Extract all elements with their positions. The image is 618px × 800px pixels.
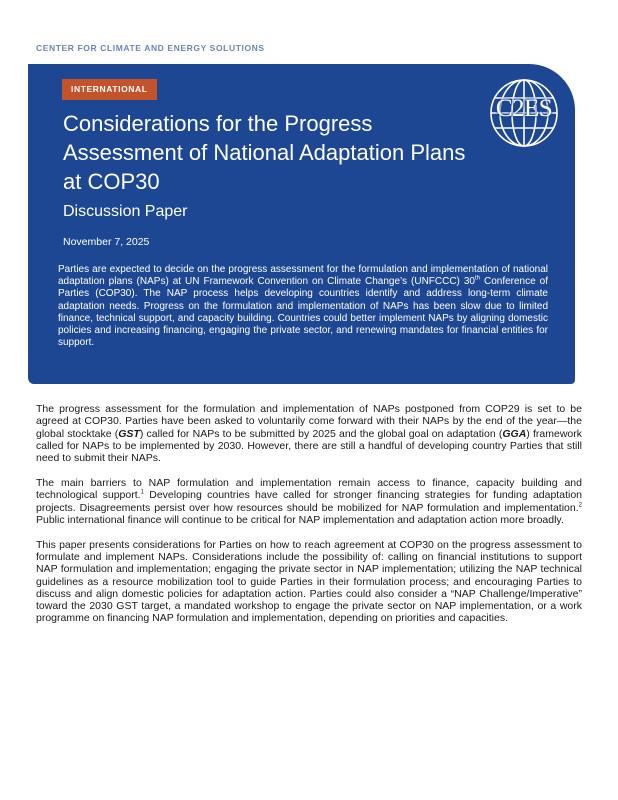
gga-acronym: GGA bbox=[502, 427, 527, 440]
abstract-text-1: Parties are expected to decide on the progress assessment for the formulation and implementation of national adaptation plans (NAPs) at UN Framework Convention on Climate Change’s (UNFCCC) 30 bbox=[58, 264, 548, 288]
paragraph-text: Public international finance will continue to be critical for NAP implementation and adaptation action more broadly. bbox=[36, 513, 564, 526]
abstract-text-2: Conference of Parties (COP30). The NAP process helps developing countries identify and address long-term climate adaptation needs. Progress on the formulation and implementation of NAPs has been slow due to limited finance, technical support, and capacity building. Countries could better implement NAPs by aligning domestic policies and increasing financing, engaging the private sector, and renewing mandates for financial entities for support. bbox=[58, 276, 548, 349]
ordinal-suffix: th bbox=[474, 275, 480, 282]
abstract bbox=[58, 264, 548, 349]
paragraph-3: This paper presents considerations for Parties on how to reach agreement at COP30 on the progress assessment to formulate and implement NAPs. Considerations include the possibility of: calling on financial institutions to support NAP formulation and implementation; engaging the private sector in NAP implementation; utilizing the NAP technical guidelines as a resource mobilization tool to guide Parties in their formulation process; and encouraging Parties to discuss and align domestic policies for adaptation action. Parties could also consider a “NAP Challenge/Imperative” toward the 2030 GST target, a mandated workshop to engage the private sector on NAP implementation, or a work programme on financing NAP formulation and implementation, depending on priorities and capacities. bbox=[36, 538, 582, 625]
publication-date: November 7, 2025 bbox=[63, 236, 150, 248]
document-type: Discussion Paper bbox=[63, 203, 188, 220]
gst-acronym: GST bbox=[118, 427, 140, 440]
category-tag[interactable]: INTERNATIONAL bbox=[62, 79, 157, 100]
hero-banner bbox=[28, 64, 575, 384]
main-body bbox=[36, 403, 582, 637]
footnote-ref-1[interactable]: 1 bbox=[140, 489, 144, 496]
footnote-ref-2[interactable]: 2 bbox=[578, 502, 582, 509]
page-title: Considerations for the Progress Assessment of National Adaptation Plans at COP30 bbox=[63, 111, 466, 194]
paragraph-2 bbox=[36, 477, 582, 526]
paragraph-text: Developing countries have called for stronger financing strategies for funding adaptation projects. Disagreements persist over how resources should be mobilized for NAP formulation and implementation. bbox=[36, 489, 582, 514]
logo-wordmark: C2ES bbox=[495, 95, 553, 122]
c2es-logo bbox=[487, 76, 561, 150]
paragraph-text: The progress assessment for the formulation and implementation of NAPs postponed from COP29 is set to be agreed at COP30. Parties have been asked to voluntarily come forward with their NAPs by the end of the year—the global stocktake ( bbox=[36, 403, 582, 440]
paragraph-1 bbox=[36, 403, 582, 464]
paragraph-text: ) called for NAPs to be submitted by 2025 and the global goal on adaptation ( bbox=[139, 427, 503, 440]
paragraph-text: ) framework called for NAPs to be implemented by 2030. However, there are still a handful of developing country Parties that still need to submit their NAPs. bbox=[36, 427, 582, 465]
org-name: CENTER FOR CLIMATE AND ENERGY SOLUTIONS bbox=[36, 43, 265, 53]
paragraph-text: The main barriers to NAP formulation and implementation remain access to finance, capacity building and technological support. bbox=[36, 476, 582, 502]
